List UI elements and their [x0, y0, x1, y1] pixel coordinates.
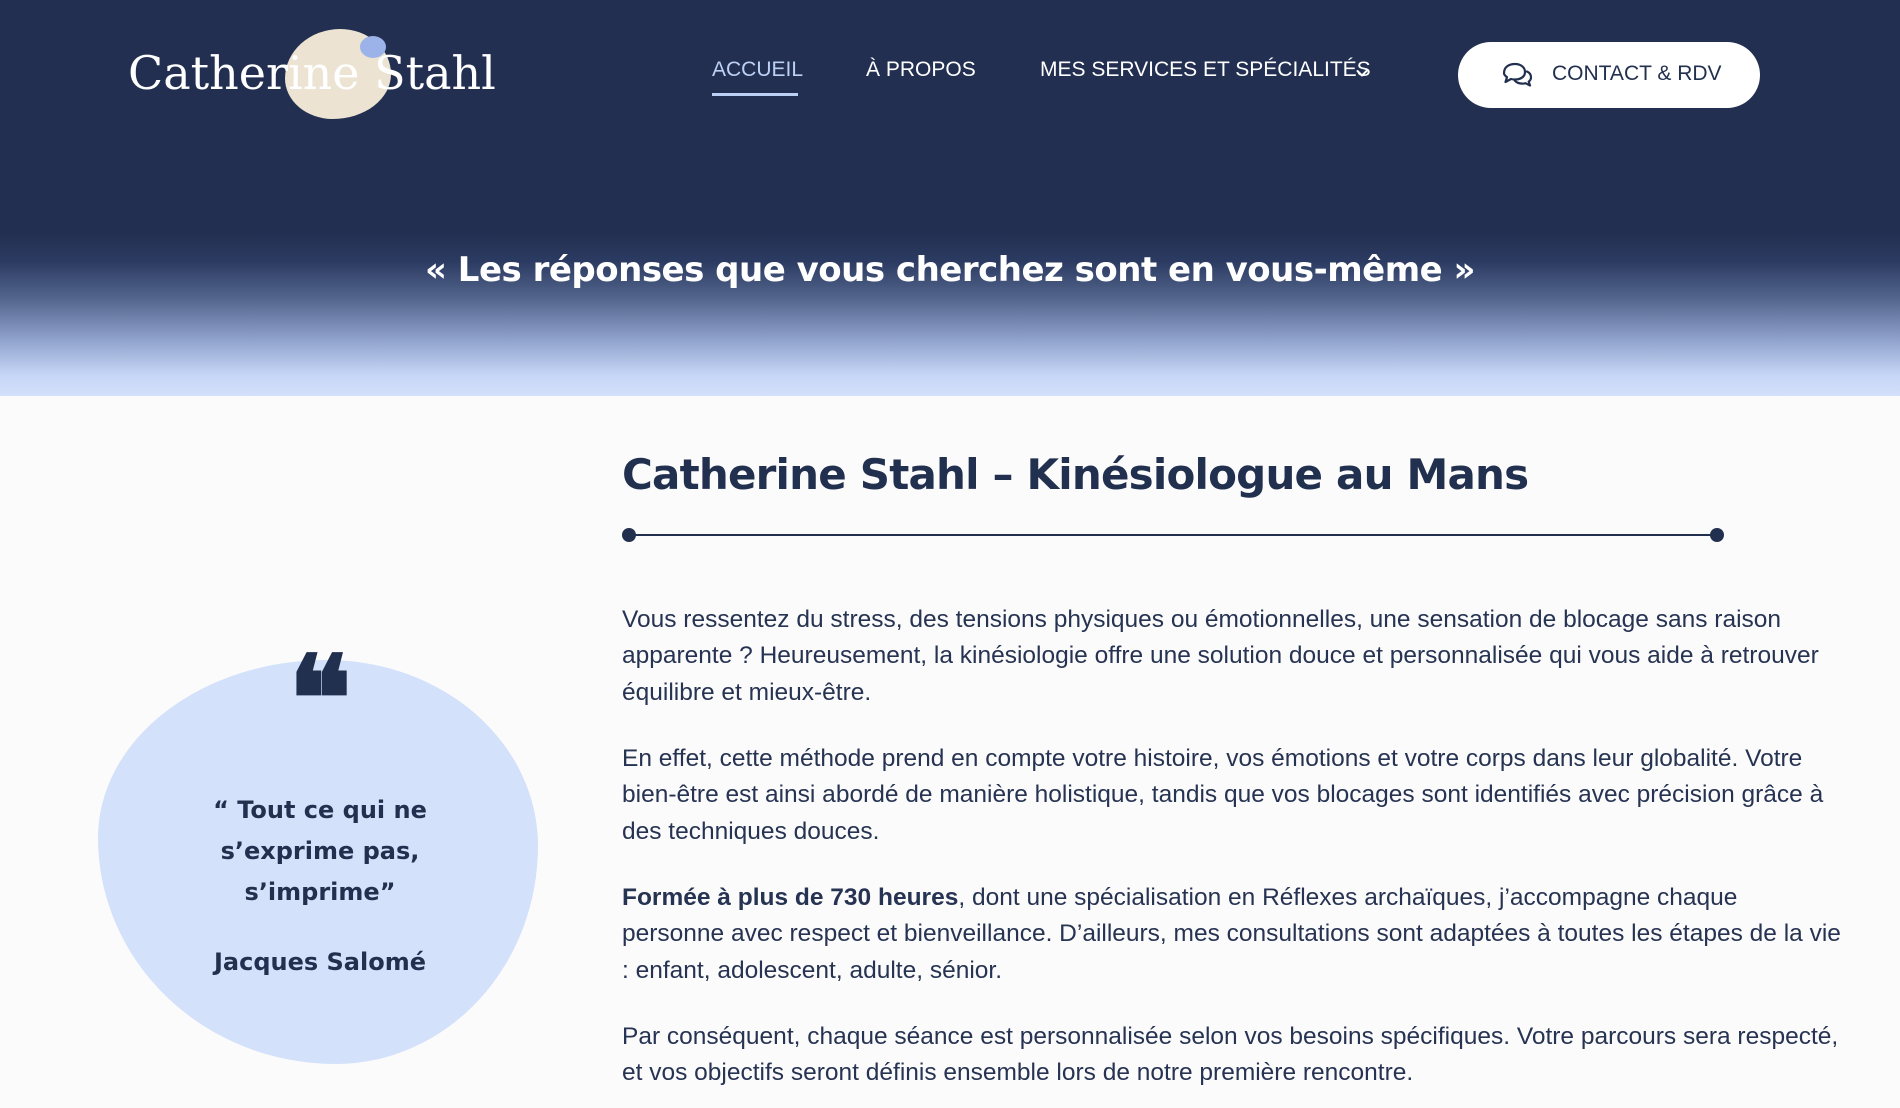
- site-logo[interactable]: [128, 26, 496, 122]
- paragraph-bold-text: Formée à plus de 730 heures: [622, 884, 959, 911]
- page-title: Catherine Stahl – Kinésiologue au Mans: [622, 450, 1529, 499]
- divider-dot-left: [622, 528, 636, 542]
- nav-item-accueil[interactable]: [712, 58, 803, 82]
- contact-rdv-button[interactable]: [1458, 42, 1760, 108]
- contact-rdv-label: CONTACT & RDV: [1552, 62, 1722, 85]
- paragraph-text: En effet, cette méthode prend en compte votre histoire, vos émotions et votre corps dans leur globalité. Votre bien-être est ainsi abordé de manière holistique, tandis que vos blocages sont identifiés avec précision grâce à des techniques douces.: [622, 745, 1824, 845]
- paragraph-text: Vous ressentez du stress, des tensions physiques ou émotionnelles, une sensation de blocage sans raison apparente ? Heureusement, la kinésiologie offre une solution douce et personnalisée qui vous aide à retrouver équilibre et mieux-être.: [622, 606, 1819, 706]
- nav-item-services[interactable]: [1040, 58, 1371, 82]
- divider-dot-right: [1710, 528, 1724, 542]
- divider-line: [628, 534, 1716, 536]
- hero-quote: « Les réponses que vous cherchez sont en vous-même »: [424, 250, 1475, 290]
- paragraph-training: [622, 880, 1844, 989]
- chevron-down-icon: [1356, 67, 1368, 79]
- nav-item-a-propos[interactable]: [866, 58, 976, 82]
- paragraph-text: Par conséquent, chaque séance est personnalisée selon vos besoins spécifiques. Votre parcours sera respecté, et vos objectifs seront définis ensemble lors de notre première rencontre.: [622, 1023, 1839, 1087]
- hero-header: [0, 0, 1900, 396]
- quote-author: Jacques Salomé: [213, 948, 426, 976]
- chat-bubbles-icon: [1500, 61, 1534, 89]
- nav-item-label: ACCUEIL: [712, 58, 804, 81]
- paragraph-sessions: [622, 1019, 1844, 1092]
- logo-text: Catherine Stahl: [128, 46, 496, 100]
- paragraph-method: [622, 741, 1844, 850]
- paragraph-text: , dont une spécialisation en Réflexes archaïques, j’accompagne chaque personne avec respect et bienveillance. D’ailleurs, mes consultations sont adaptées à toutes les étapes de la vie : enfant, adolescent, adulte, sénior.: [622, 884, 1841, 984]
- nav-item-label: À PROPOS: [866, 58, 976, 81]
- nav-active-underline: [712, 93, 798, 96]
- nav-item-label: MES SERVICES ET SPÉCIALITÉS: [1040, 58, 1371, 81]
- quote-text: “ Tout ce qui ne s’exprime pas, s’imprime”: [213, 796, 427, 906]
- title-divider: [622, 528, 1724, 542]
- paragraph-intro: [622, 602, 1844, 711]
- quote-mark-icon: ❝: [288, 629, 352, 768]
